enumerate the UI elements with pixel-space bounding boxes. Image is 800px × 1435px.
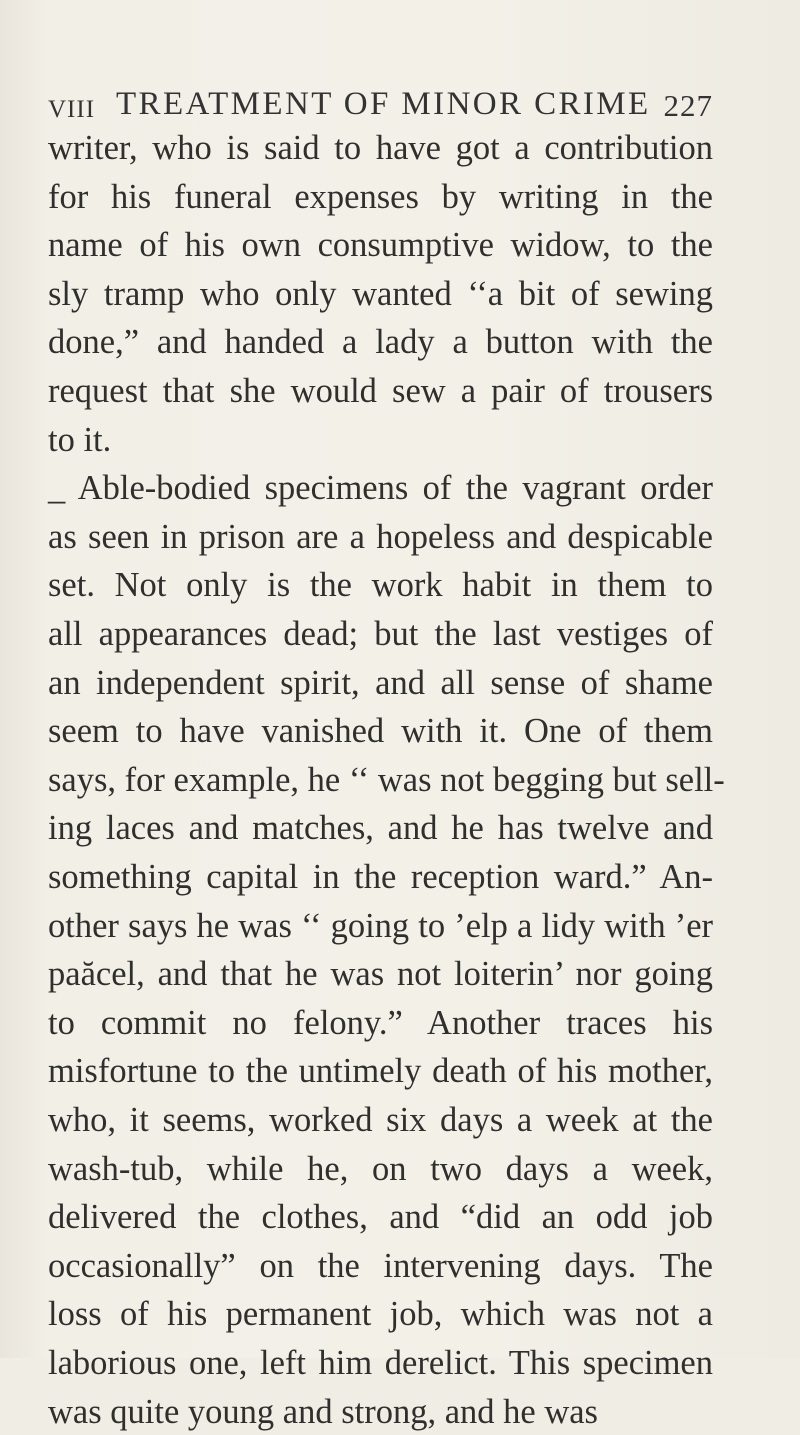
text-line: something capital in the reception ward.” An- — [48, 858, 713, 896]
text-line: misfortune to the untimely death of his mother, — [48, 1052, 713, 1091]
text-line: was quite young and strong, and he was — [48, 1392, 598, 1431]
text-line: occasionally” on the intervening days. The — [48, 1246, 713, 1285]
page-number: 227 — [663, 88, 713, 123]
text-line: name of his own consumptive widow, to the — [48, 226, 713, 265]
text-line: loss of his permanent job, which was not a — [48, 1295, 713, 1334]
running-title: TREATMENT OF MINOR CRIME — [116, 86, 651, 122]
text-line: other says he was ‘‘ going to ’elp a lidy with ’er — [48, 906, 713, 945]
text-line: set. Not only is the work habit in them to — [48, 566, 713, 605]
text-line: who, it seems, worked six days a week at the — [48, 1101, 713, 1139]
text-line: sly tramp who only wanted ‘‘a bit of sewing — [48, 274, 713, 313]
text-line: to commit no felony.” Another traces his — [48, 1003, 713, 1042]
text-line: to it. — [48, 420, 112, 459]
chapter-number: VIII — [48, 96, 96, 123]
text-line: paăcel, and that he was not loiterin’ nor going — [48, 955, 713, 994]
text-line: delivered the clothes, and “did an odd job — [48, 1198, 713, 1237]
text-line: an independent spirit, and all sense of shame — [48, 663, 713, 702]
text-line: request that she would sew a pair of trousers — [48, 372, 713, 410]
text-line: all appearances dead; but the last vestiges of — [48, 615, 713, 653]
text-line: seem to have vanished with it. One of them — [48, 712, 713, 751]
text-line: done,” and handed a lady a button with the — [48, 323, 713, 362]
paragraph-start-line: _ Able-bodied specimens of the vagrant order — [48, 469, 713, 508]
text-line: for his funeral expenses by writing in the — [48, 177, 713, 216]
text-line: writer, who is said to have got a contribution — [48, 129, 713, 167]
text-line: laborious one, left him derelict. This specimen — [48, 1344, 713, 1382]
text-line: says, for example, he ‘‘ was not begging but sell- — [48, 760, 725, 799]
text-line: as seen in prison are a hopeless and despicable — [48, 517, 713, 556]
text-line: ing laces and matches, and he has twelve and — [48, 809, 713, 848]
text-line: wash-tub, while he, on two days a week, — [48, 1149, 713, 1188]
